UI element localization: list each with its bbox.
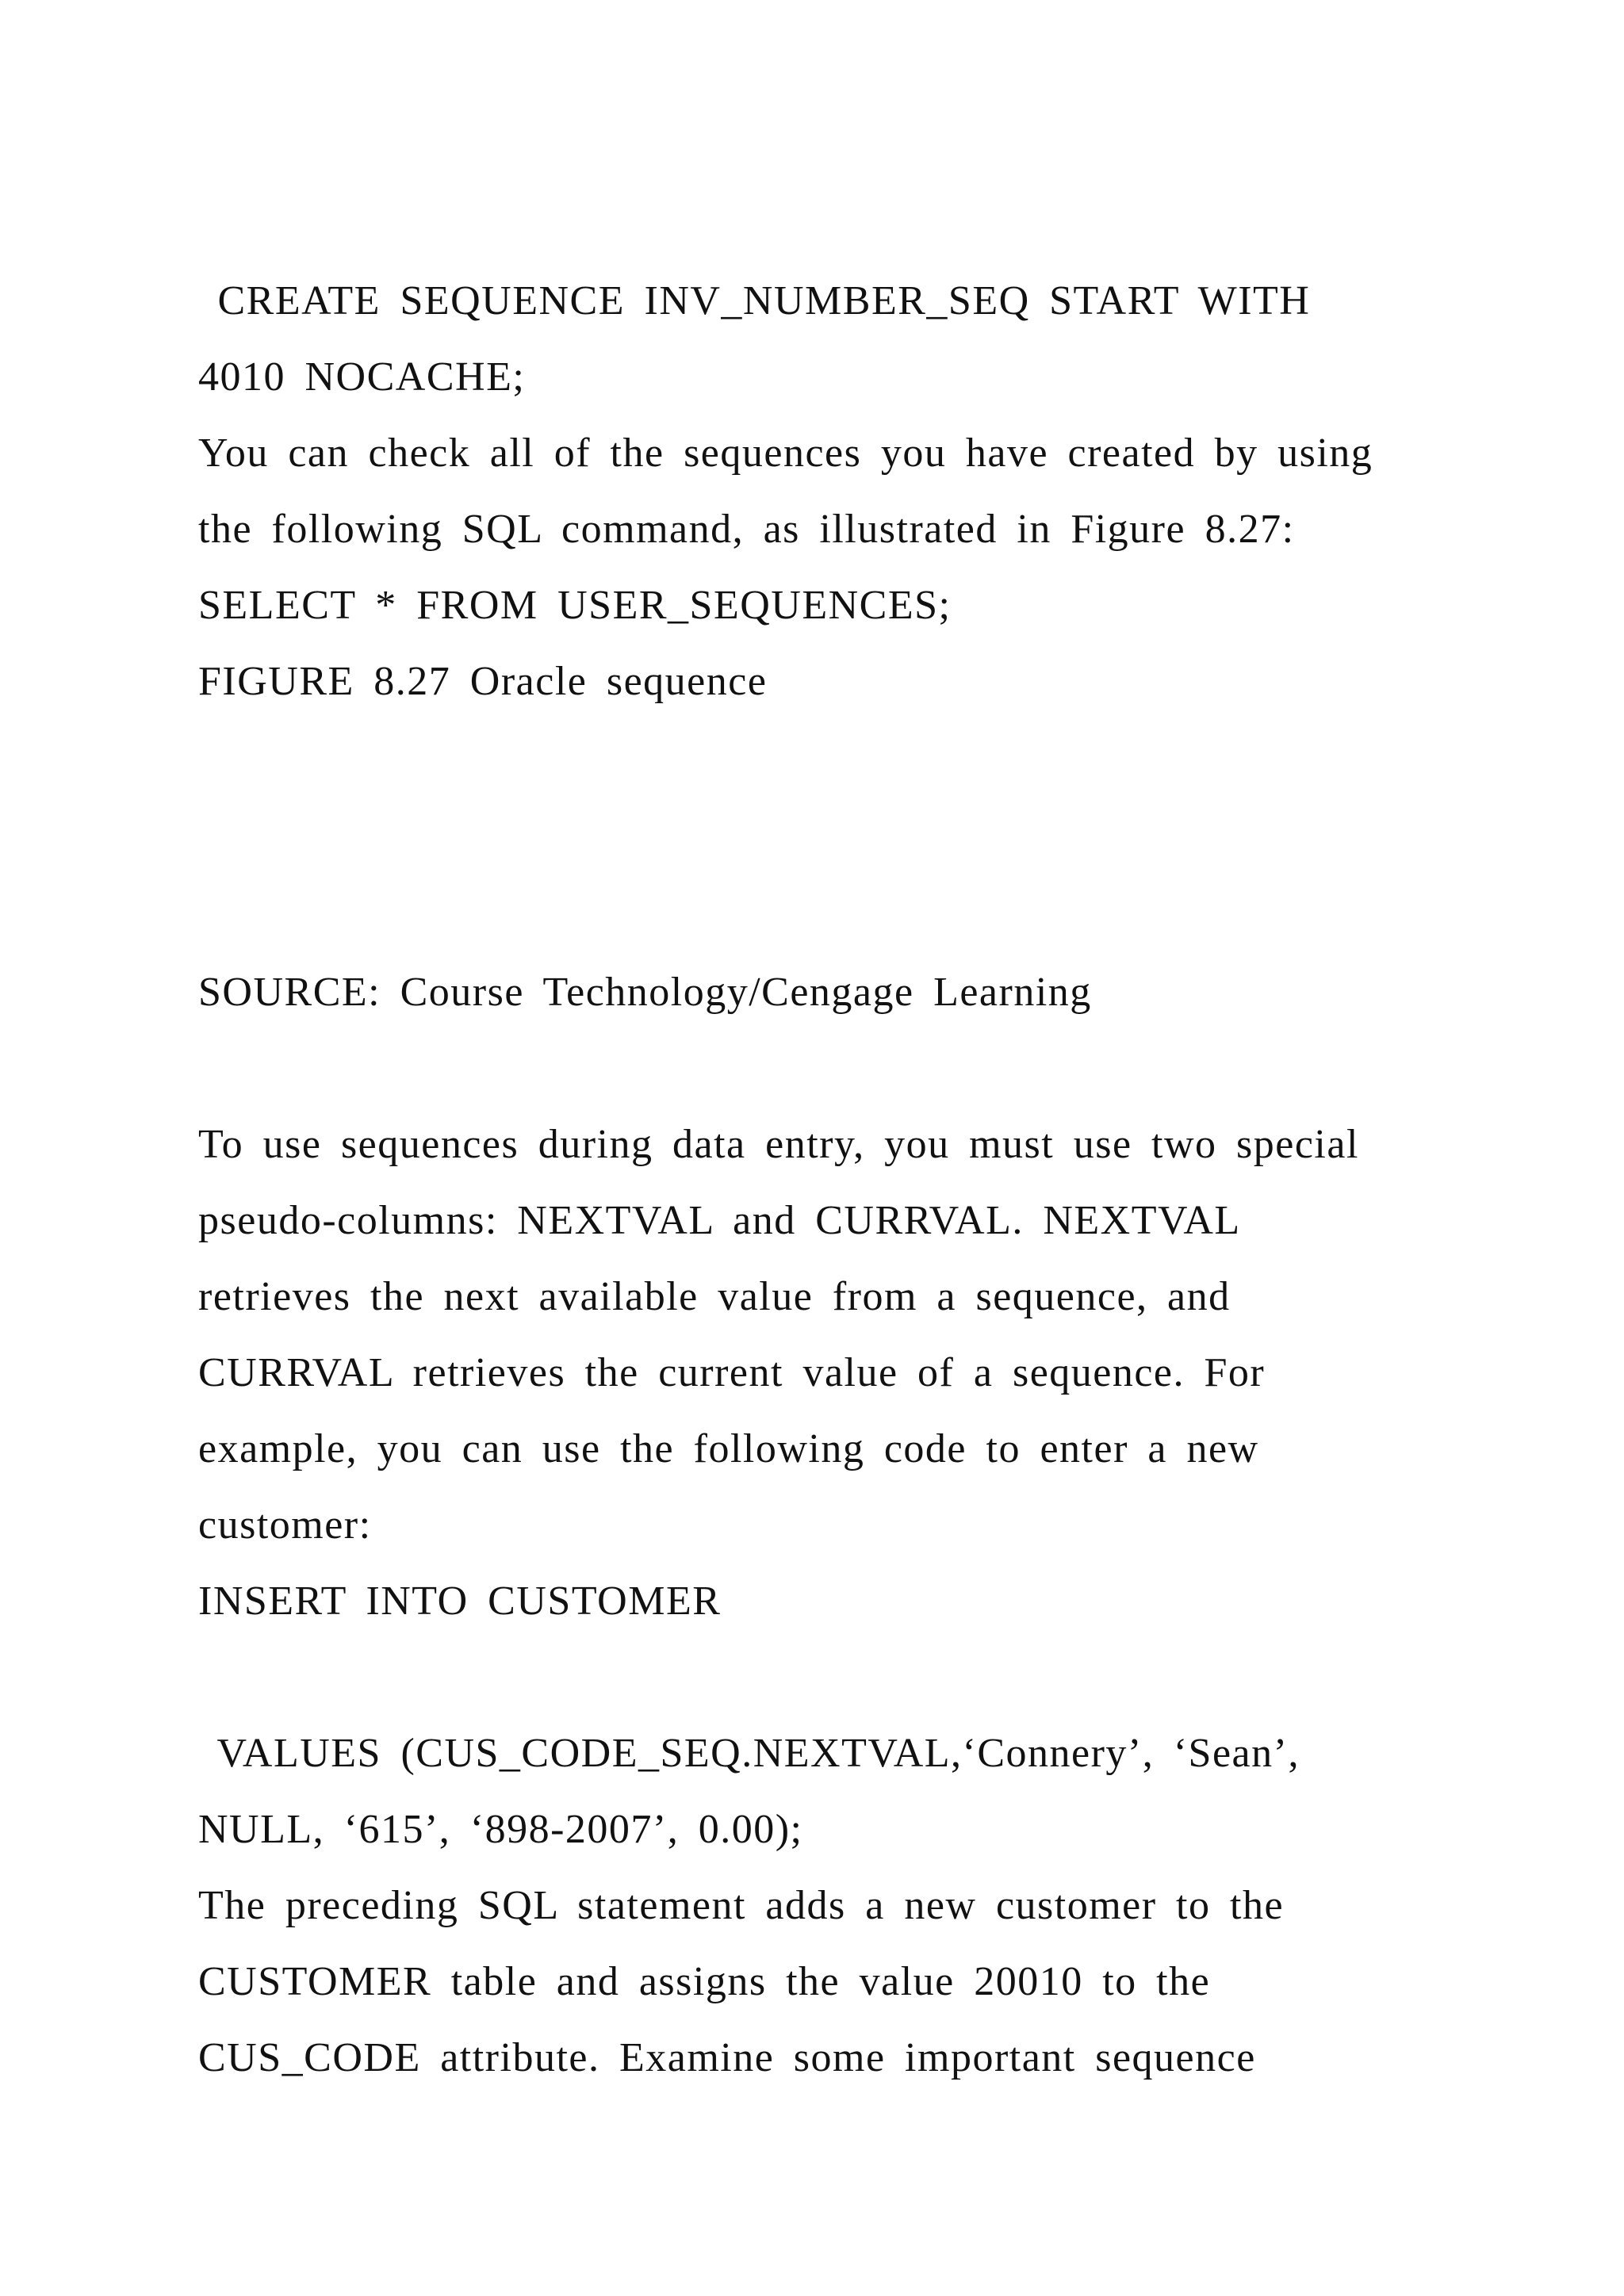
body-text-line: the following SQL command, as illustrated in Figure 8.27:: [198, 507, 1295, 552]
sql-values-line-2: NULL, ‘615’, ‘898-2007’, 0.00);: [198, 1807, 803, 1852]
sql-values-line-1: VALUES (CUS_CODE_SEQ.NEXTVAL,‘Connery’, ‘Sean’,: [198, 1731, 1300, 1776]
sql-select-line: SELECT * FROM USER_SEQUENCES;: [198, 583, 952, 628]
sql-create-sequence-line-2: 4010 NOCACHE;: [198, 354, 526, 400]
body-text-line: CUS_CODE attribute. Examine some important sequence: [198, 2035, 1256, 2080]
figure-source: SOURCE: Course Technology/Cengage Learning: [198, 970, 1092, 1015]
sql-insert-line: INSERT INTO CUSTOMER: [198, 1578, 722, 1624]
body-text-line: example, you can use the following code to enter a new: [198, 1426, 1259, 1471]
body-text-line: CUSTOMER table and assigns the value 20010 to the: [198, 1959, 1211, 2004]
figure-caption: FIGURE 8.27 Oracle sequence: [198, 659, 768, 704]
body-text-line: retrieves the next available value from a sequence, and: [198, 1274, 1231, 1319]
body-text-line: CURRVAL retrieves the current value of a sequence. For: [198, 1350, 1266, 1395]
sql-create-sequence-line-1: CREATE SEQUENCE INV_NUMBER_SEQ START WITH: [198, 278, 1311, 323]
body-text-line: The preceding SQL statement adds a new customer to the: [198, 1883, 1285, 1928]
body-text-line: You can check all of the sequences you have created by using: [198, 430, 1373, 476]
body-text-line: pseudo-columns: NEXTVAL and CURRVAL. NEXTVAL: [198, 1198, 1241, 1243]
body-text-line: customer:: [198, 1502, 372, 1548]
body-text-line: To use sequences during data entry, you must use two special: [198, 1122, 1359, 1167]
